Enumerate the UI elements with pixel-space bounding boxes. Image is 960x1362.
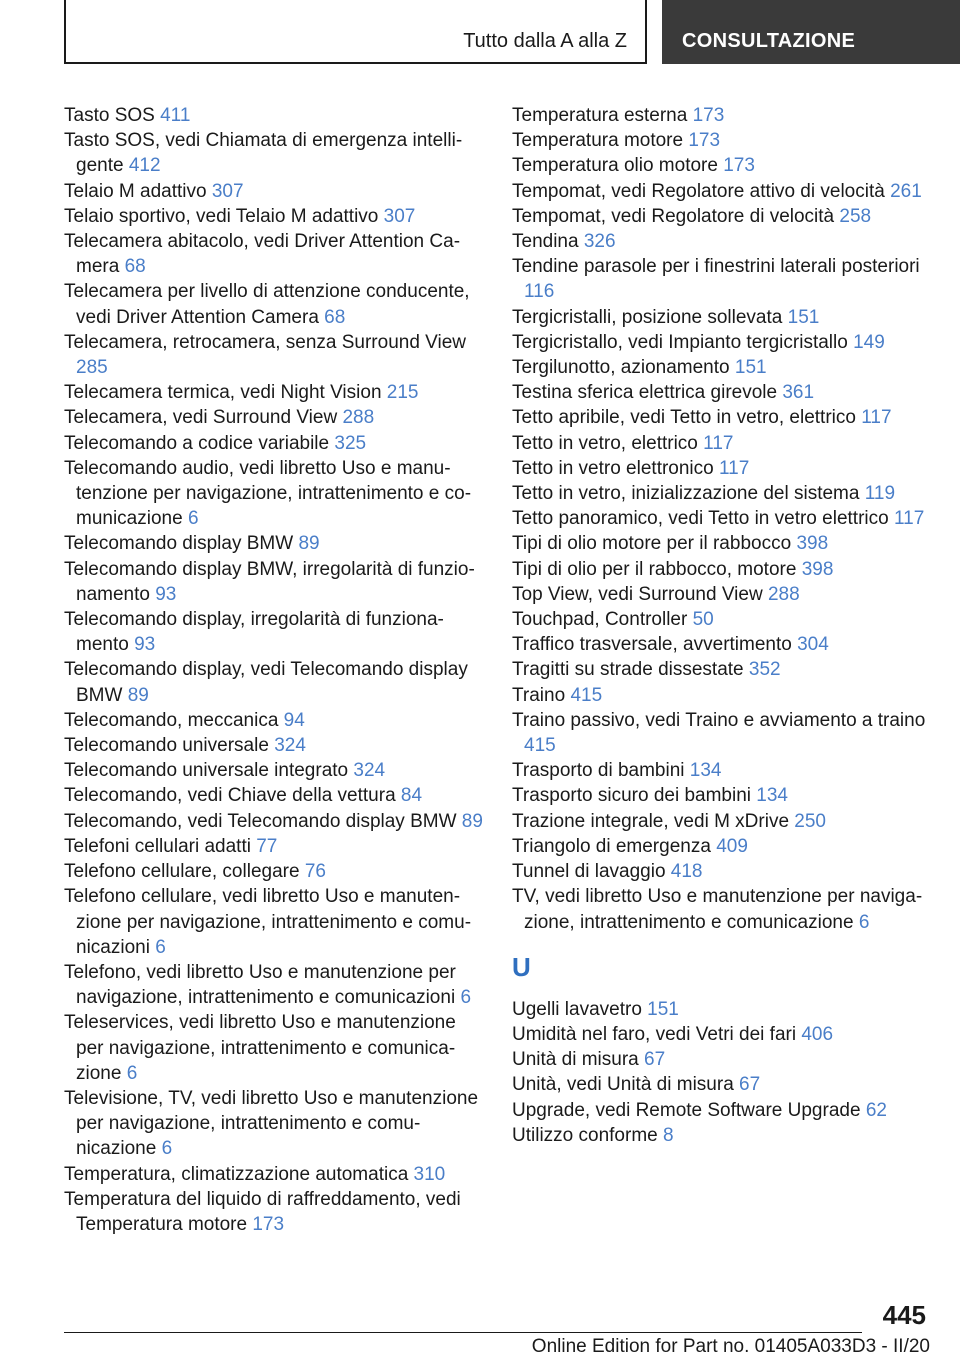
index-entry-term: Trasporto sicuro dei bambini [512,785,757,807]
index-entry-term: Tipi di olio per il rabbocco, motore [512,558,802,580]
index-entry-page-link[interactable]: 406 [801,1023,834,1045]
index-entry [512,859,932,884]
index-entry-page-link[interactable]: 352 [748,659,781,681]
index-entry [512,997,932,1022]
index-entry [64,128,484,178]
index-entry-term: Tragitti su strade dissestate [512,659,749,681]
index-entry [64,431,484,456]
index-entry-page-link[interactable]: 68 [324,306,346,328]
index-entry [512,305,932,330]
index-entry-page-link[interactable]: 76 [304,861,326,883]
header-section-box [64,0,647,64]
index-entry-term: Traino passivo, vedi Traino e avviamento a traino [512,709,926,731]
index-entry-term: Traino [512,684,571,706]
index-entry-page-link[interactable]: 288 [767,583,800,605]
index-entry-page-link[interactable]: 310 [413,1163,446,1185]
index-entry-term: Telaio sportivo, vedi Telaio M adattivo [64,205,384,227]
index-entry-term: Tetto in vetro elettronico [512,457,719,479]
index-entry-term: Telecomando display, vedi Telecomando display BMW [64,659,468,706]
index-entry [64,204,484,229]
index-entry-term: Temperatura motore [512,130,689,152]
index-entry-term: Utilizzo conforme [512,1124,663,1146]
index-entry [512,405,932,430]
index-entry-page-link[interactable]: 134 [689,760,722,782]
index-entry-term: Temperatura olio motore [512,155,724,177]
index-entry-page-link[interactable]: 89 [461,810,483,832]
index-entry-term: Telaio M adattivo [64,180,212,202]
index-entry-page-link[interactable]: 415 [570,684,603,706]
index-entry [512,1047,932,1072]
index-entry-term: Telecomando a codice variabile [64,432,335,454]
index-entry-page-link[interactable]: 117 [893,508,925,530]
index-column-left [64,103,484,1237]
index-entry-page-link[interactable]: 67 [644,1049,666,1071]
index-entry [512,783,932,808]
index-entry [64,179,484,204]
index-entry-page-link[interactable]: 411 [160,105,191,126]
index-entry-term: Telefoni cellulari adatti [64,835,257,857]
index-entry [512,1022,932,1047]
index-entry-term: Tergicristalli, posizione sollevata [512,306,788,328]
index-entry-page-link[interactable]: 116 [524,281,555,303]
index-entry-term: Touchpad, Controller [512,609,693,631]
index-entry-page-link[interactable]: 151 [734,357,767,379]
index-entry-term: Tetto panoramico, vedi Tetto in vetro elettrico [512,508,894,530]
index-entry-term: Telefono cellulare, collegare [64,861,305,883]
index-entry-term: Tendina [512,231,584,253]
index-entry [512,506,932,531]
index-entry [64,809,484,834]
index-entry-page-link[interactable]: 6 [161,1138,173,1160]
footer-divider [64,1332,862,1333]
index-entry-term: Tetto apribile, vedi Tetto in vetro, elettrico [512,407,862,429]
index-entry [64,456,484,532]
index-entry-page-link[interactable]: 117 [703,432,734,454]
index-entry [512,179,932,204]
index-entry-term: Trazione integrale, vedi M xDrive [512,810,795,832]
index-entry [64,758,484,783]
index-entry-term: Top View, vedi Surround View [512,583,768,605]
index-list-u [512,997,932,1148]
index-entry [64,405,484,430]
index-entry [512,582,932,607]
index-entry-page-link[interactable]: 77 [256,835,278,857]
index-entry-page-link[interactable]: 409 [716,835,748,857]
index-entry-term: Telecomando, vedi Telecomando display BMW [64,810,462,832]
index-entry-term: Tunnel di lavaggio [512,861,671,883]
index-entry-term: Telecomando universale [64,735,275,757]
index-entry [512,431,932,456]
index-entry [64,1187,484,1237]
index-entry-page-link[interactable]: 89 [298,533,320,555]
index-entry-page-link[interactable]: 151 [647,998,679,1020]
index-entry-page-link[interactable]: 134 [756,785,788,807]
index-entry-term: Temperatura del liquido di raffreddamento, vedi Temperatura motore [64,1188,461,1235]
index-entry [64,859,484,884]
index-entry-term: Telecomando audio, vedi libretto Uso e manutenzione per navigazione, intrattenimento e comunicazione [64,457,472,530]
index-entry [512,531,932,556]
index-entry [64,279,484,329]
index-entry-page-link[interactable]: 173 [723,155,755,177]
index-entry-term: Telecomando universale integrato [64,760,354,782]
index-entry-page-link[interactable]: 117 [719,457,750,479]
index-entry [64,607,484,657]
index-entry-page-link[interactable]: 6 [155,936,166,958]
index-entry-page-link[interactable]: 304 [797,634,829,656]
index-entry-page-link[interactable]: 324 [274,735,306,757]
index-entry-term: Tasto SOS, vedi Chiamata di emergenza intelligente [64,130,463,177]
index-entry-term: Traffico trasversale, avvertimento [512,634,798,656]
index-entry-page-link[interactable]: 398 [801,558,834,580]
index-entry-term: Telecomando, meccanica [64,709,284,731]
index-entry-term: Ugelli lavavetro [512,998,648,1020]
index-entry-term: Telecomando display BMW [64,533,299,555]
index-entry-page-link[interactable]: 68 [124,256,146,278]
index-entry [512,103,932,128]
index-letter-heading: U [512,951,531,982]
page-number: 445 [882,1300,926,1330]
index-entry-page-link[interactable]: 173 [688,130,721,152]
index-entry-term: Telefono, vedi libretto Uso e manutenzione per navigazione, intrattenimento e comunicazioni [64,961,461,1009]
index-entry [64,884,484,960]
index-entry [512,708,932,758]
index-entry [64,557,484,607]
index-entry-page-link[interactable]: 307 [211,180,244,202]
index-entry-term: Telecamera abitacolo, vedi Driver Attention Camera [64,231,461,278]
index-entry-term: Teleservices, vedi libretto Uso e manutenzione per navigazione, intrattenimento e comunicazione [64,1012,456,1084]
index-entry [512,632,932,657]
index-entry-page-link[interactable]: 307 [383,205,416,227]
index-entry [64,229,484,279]
index-entry [64,708,484,733]
index-entry-page-link[interactable]: 84 [400,785,423,807]
index-entry-term: Televisione, TV, vedi libretto Uso e manutenzione per navigazione, intrattenimento e comunicazione [64,1087,479,1160]
index-entry-term: Telefono cellulare, vedi libretto Uso e manutenzione per navigazione, intrattenimento e comunicazioni [64,886,472,958]
index-entry-page-link[interactable]: 6 [858,911,870,933]
index-entry-term: Tergicristallo, vedi Impianto tergicristallo [512,331,854,353]
index-entry [512,1072,932,1097]
index-entry [512,557,932,582]
index-entry-term: Tasto SOS [64,105,161,126]
header-section-title: Tutto dalla A alla Z [463,30,627,52]
index-entry-term: TV, vedi libretto Uso e manutenzione per navigazione, intrattenimento e comunicazione [512,886,923,933]
index-entry-term: Tempomat, vedi Regolatore di velocità [512,205,840,227]
index-entry-term: Telecomando display BMW, irregolarità di funzionamento [64,558,475,605]
index-entry [512,683,932,708]
index-entry-page-link[interactable]: 288 [342,407,375,429]
index-entry-page-link[interactable]: 149 [853,331,885,353]
index-entry-page-link[interactable]: 50 [692,609,714,631]
index-entry-page-link[interactable]: 250 [794,810,826,832]
index-entry [64,834,484,859]
index-entry [64,960,484,1010]
index-entry [64,330,484,380]
index-entry-page-link[interactable]: 62 [865,1099,887,1121]
index-entry-page-link[interactable]: 93 [134,634,156,656]
index-column-right [512,103,932,1148]
index-entry-page-link[interactable]: 258 [839,205,872,227]
index-entry-term: Tergilunotto, azionamento [512,357,735,379]
header-chapter-title: CONSULTAZIONE [682,30,856,52]
index-entry-term: Tetto in vetro, inizializzazione del sistema [512,483,865,505]
index-entry-term: Tipi di olio motore per il rabbocco [512,533,797,555]
index-entry [64,733,484,758]
index-entry-page-link[interactable]: 67 [739,1074,761,1096]
index-entry-page-link[interactable]: 173 [252,1213,285,1235]
index-entry [512,607,932,632]
index-entry [512,330,932,355]
index-entry-term: Testina sferica elettrica girevole [512,382,783,404]
index-entry-term: Tendine parasole per i finestrini laterali posteriori [512,256,920,278]
index-entry-page-link[interactable]: 215 [386,382,419,404]
index-entry-term: Temperatura, climatizzazione automatica [64,1163,414,1185]
index-entry-page-link[interactable]: 326 [583,231,616,253]
index-entry-page-link[interactable]: 94 [283,709,305,731]
index-entry [512,153,932,178]
index-entry-term: Telecamera termica, vedi Night Vision [64,382,387,404]
index-entry-term: Triangolo di emergenza [512,835,717,857]
index-entry-page-link[interactable]: 173 [692,105,725,126]
index-entry [64,1010,484,1086]
index-entry [512,128,932,153]
index-entry [512,884,932,934]
index-entry [512,229,932,254]
index-entry-page-link[interactable]: 119 [864,483,896,505]
index-entry-page-link[interactable]: 418 [670,861,703,883]
index-entry-page-link[interactable]: 117 [861,407,892,429]
index-entry [512,481,932,506]
index-entry-page-link[interactable]: 285 [76,357,108,379]
index-entry-term: Tempomat, vedi Regolatore attivo di velocità [512,180,891,202]
index-entry [512,834,932,859]
index-entry [64,1162,484,1187]
index-entry [512,204,932,229]
index-entry [512,1098,932,1123]
index-entry-page-link[interactable]: 6 [460,987,472,1009]
index-entry-page-link[interactable]: 6 [126,1062,138,1084]
index-entry-term: Telecamera per livello di attenzione conducente, vedi Driver Attention Camera [64,281,470,328]
index-entry [64,1086,484,1162]
index-entry-page-link[interactable]: 324 [353,760,386,782]
index-entry-page-link[interactable]: 8 [663,1124,674,1146]
index-entry-term: Upgrade, vedi Remote Software Upgrade [512,1099,866,1121]
index-entry [512,355,932,380]
index-entry [512,1123,932,1148]
index-list-t-continued [512,103,932,935]
index-entry-term: Umidità nel faro, vedi Vetri dei fari [512,1023,802,1045]
index-entry [64,380,484,405]
index-entry [512,809,932,834]
index-entry-page-link[interactable]: 398 [796,533,829,555]
index-entry [512,254,932,304]
index-entry-term: Temperatura esterna [512,105,693,126]
index-entry-term: Trasporto di bambini [512,760,690,782]
index-entry [64,531,484,556]
index-entry [64,103,484,128]
index-entry-page-link[interactable]: 412 [128,155,161,177]
index-entry-page-link[interactable]: 261 [890,180,922,202]
index-entry-term: Telecamera, vedi Surround View [64,407,343,429]
index-entry-term: Tetto in vetro, elettrico [512,432,704,454]
index-entry-term: Telecomando display, irregolarità di funzionamento [64,609,444,656]
index-entry-page-link[interactable]: 89 [127,684,149,706]
index-entry-page-link[interactable]: 325 [334,432,367,454]
index-entry-page-link[interactable]: 361 [782,382,815,404]
index-entry-page-link[interactable]: 6 [187,508,199,530]
index-entry-page-link[interactable]: 415 [524,735,556,757]
index-entry-term: Unità di misura [512,1049,644,1071]
index-entry-term: Unità, vedi Unità di misura [512,1074,740,1096]
index-entry-page-link[interactable]: 151 [787,306,820,328]
index-entry-term: Telecamera, retrocamera, senza Surround View [64,331,467,353]
index-entry [512,758,932,783]
index-entry [64,783,484,808]
index-entry [512,380,932,405]
index-entry-term: Telecomando, vedi Chiave della vettura [64,785,401,807]
index-entry [512,657,932,682]
index-entry [512,456,932,481]
index-entry-page-link[interactable]: 93 [155,583,177,605]
header-chapter-box [662,0,960,64]
index-entry [64,657,484,707]
footer-edition-text: Online Edition for Part no. 01405A033D3 - II/20 [531,1336,930,1357]
